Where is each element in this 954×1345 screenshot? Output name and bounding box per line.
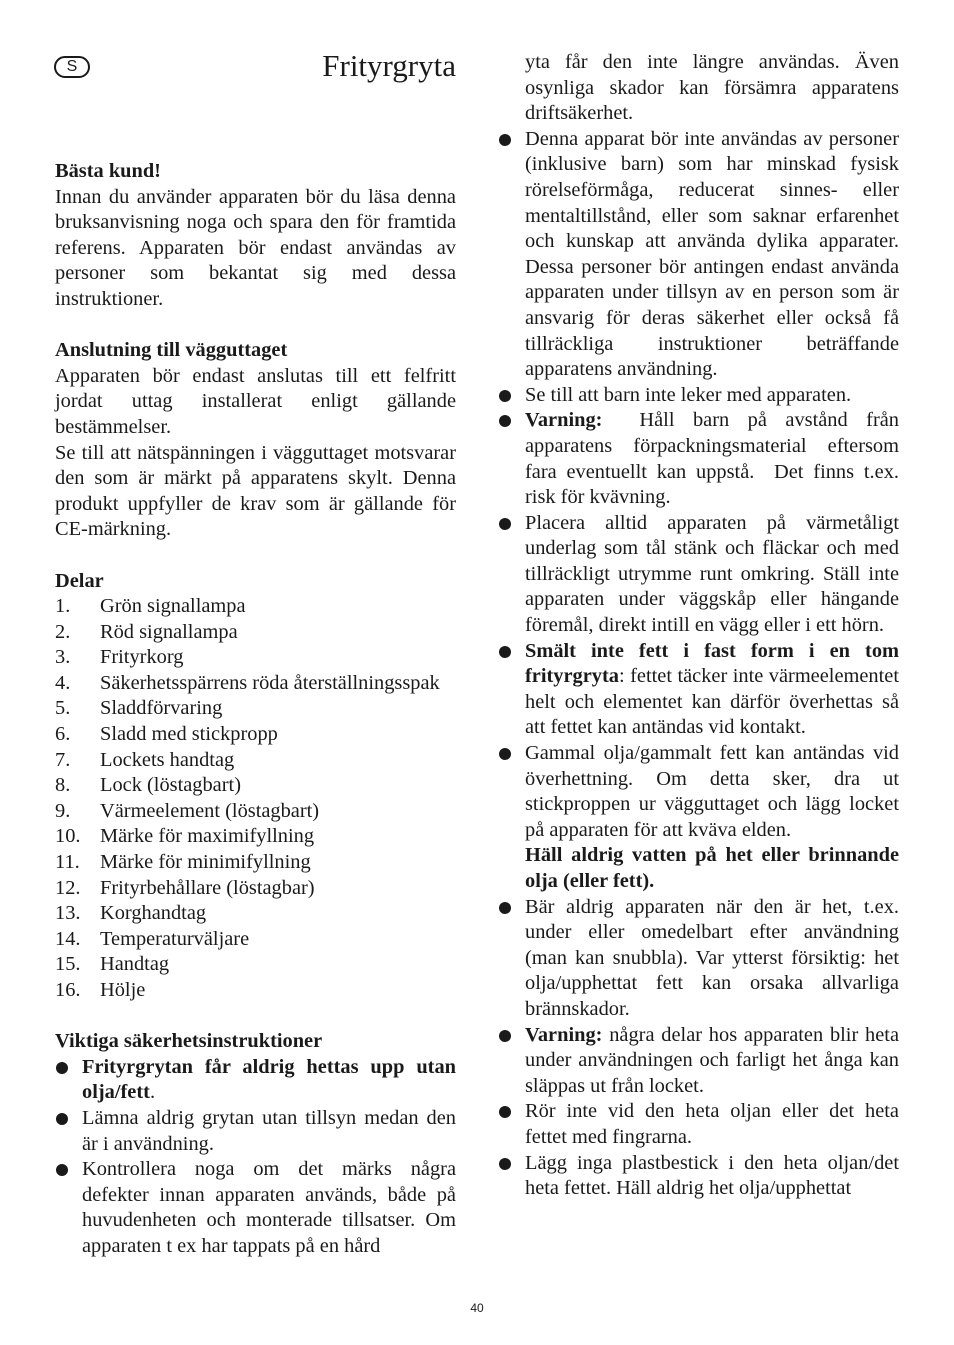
item-number: 2.	[55, 620, 71, 643]
item-label: Märke för minimifyllning	[100, 851, 311, 874]
list-item	[55, 901, 456, 927]
list-item	[498, 1023, 899, 1100]
list-item	[498, 383, 899, 409]
item-text: Denna apparat bör inte användas av personer (inklusive barn) som har minskad fysisk rörelseförmåga, reducerat sinnes- eller mentaltillstånd, eller som saknar erfarenhet och kunskap att använda dylika apparater. Dessa personer bör antingen endast använda apparaten under tillsyn av en person som är ansvarig för deras säkerhet eller också få tillräckliga instruktioner beträffande apparatens användning.	[525, 127, 899, 381]
item-label: Temperaturväljare	[100, 927, 250, 950]
right-column	[498, 50, 905, 1202]
item-number: 13.	[55, 902, 81, 925]
page-title: Frityrgryta	[322, 48, 456, 83]
item-label: Säkerhetsspärrens röda återställningsspak	[100, 671, 440, 694]
item-number: 9.	[55, 799, 71, 822]
list-item	[55, 722, 456, 748]
item-number: 12.	[55, 876, 81, 899]
item-label: Röd signallampa	[100, 620, 238, 643]
item-number: 14.	[55, 927, 81, 950]
parts-list	[55, 594, 456, 1004]
list-item	[498, 1151, 899, 1202]
connection-text-2: Se till att nätspänningen i vägguttaget motsvarar den som är märkt på apparatens skylt. Denna produkt uppfyller de krav som är gällande för CE-märkning.	[55, 441, 456, 541]
item-label: Frityrbehållare (löstagbar)	[100, 876, 315, 899]
list-item	[498, 741, 899, 895]
list-item	[55, 824, 456, 850]
item-label: Sladd med stickpropp	[100, 723, 278, 746]
item-text: Gammal olja/gammalt fett kan antändas vid överhettning. Om detta sker, dra ut stickproppen ur vägguttaget och lägg locket på apparaten för att kväva elden.	[525, 742, 899, 841]
item-number: 10.	[55, 825, 81, 848]
item-number: 7.	[55, 748, 71, 771]
intro-text: Innan du använder apparaten bör du läsa denna bruksanvisning noga och spara den för framtida referens. Apparaten bör endast användas av personer som bekantat sig med dessa instruktioner.	[55, 185, 456, 310]
safety-list-right	[498, 50, 905, 1202]
item-text: Kontrollera noga om det märks några defekter innan apparaten används, både på huvudenheten och monterade tillsatser. Om apparaten t ex har tappats på en hård	[82, 1158, 456, 1257]
item-label: Grön signallampa	[100, 595, 246, 618]
item-label: Frityrkorg	[100, 646, 184, 669]
list-item	[55, 645, 456, 671]
item-text: .	[149, 1081, 156, 1104]
list-item	[55, 978, 456, 1004]
page-number: 40	[470, 1301, 484, 1315]
bold-text: Smält inte fett i fast form i en tom frityrgryta	[525, 639, 899, 688]
list-item	[55, 748, 456, 774]
item-number: 6.	[55, 723, 71, 746]
bold-text: Varning:	[525, 409, 603, 432]
item-text: : fettet täcker inte värmeelementet helt och elementet kan därför överhettas så att fettet kan antändas vid kontakt.	[525, 665, 899, 739]
item-text: Bär aldrig apparaten när den är het, t.ex. under eller omedelbart efter användning (man kan snubbla). Var ytterst försiktig: het olja/upphettat fett kan orsaka allvarliga brännskador.	[525, 895, 899, 1020]
parts-heading: Delar	[55, 569, 104, 592]
item-number: 3.	[55, 646, 71, 669]
list-item	[55, 952, 456, 978]
list-item	[55, 927, 456, 953]
list-item	[498, 1099, 899, 1150]
list-item	[55, 850, 456, 876]
language-badge: S	[54, 56, 90, 78]
item-text: yta får den inte längre användas. Även osynliga skador kan försämra apparatens driftsäkerhet.	[525, 51, 899, 125]
intro-heading: Bästa kund!	[55, 160, 161, 182]
item-text: Se till att barn inte leker med apparaten.	[525, 383, 852, 406]
item-number: 8.	[55, 774, 71, 797]
item-number: 1.	[55, 595, 71, 618]
list-item	[55, 594, 456, 620]
bold-text: Häll aldrig vatten på het eller brinnande olja (eller fett).	[525, 844, 899, 892]
safety-heading: Viktiga säkerhetsinstruktioner	[55, 1030, 323, 1053]
item-number: 15.	[55, 953, 81, 976]
list-item	[498, 639, 899, 741]
list-item	[498, 408, 905, 510]
item-label: Hölje	[100, 979, 146, 1001]
item-number: 4.	[55, 671, 71, 694]
list-item	[55, 1157, 456, 1259]
item-text: Lämna aldrig grytan utan tillsyn medan den är i användning.	[82, 1106, 456, 1155]
list-item	[55, 696, 456, 722]
item-number: 5.	[55, 697, 71, 720]
list-item	[498, 127, 899, 383]
item-label: Värmeelement (löstagbart)	[100, 799, 320, 822]
item-label: Korghandtag	[100, 902, 207, 925]
item-text: Placera alltid apparaten på värmetåligt underlag som tål stänk och fläckar och med tillräckligt utrymme runt omkring. Ställ inte apparaten under väggskåp eller hängande föremål, direkt intill en vägg eller i ett hörn.	[525, 511, 899, 637]
left-column	[55, 159, 456, 1260]
list-item	[55, 671, 456, 697]
item-label: Handtag	[100, 953, 170, 976]
connection-heading: Anslutning till vägguttaget	[55, 339, 288, 362]
item-number: 11.	[55, 851, 80, 874]
list-item	[55, 1055, 456, 1106]
item-text: Lägg inga plastbestick i den heta oljan/det heta fettet. Häll aldrig het olja/upphettat	[525, 1151, 899, 1200]
bold-text: Varning:	[525, 1023, 603, 1046]
list-item	[55, 620, 456, 646]
list-item	[55, 876, 456, 902]
item-text: Håll barn på avstånd från apparatens förpackningsmaterial eftersom fara eventuellt kan uppstå. Det finns t.ex. risk för kvävning.	[525, 409, 905, 509]
item-label: Lock (löstagbart)	[100, 774, 241, 797]
item-label: Sladdförvaring	[100, 697, 223, 720]
item-text: några delar hos apparaten blir heta under användningen och farligt het ånga kan släppas ut från locket.	[525, 1023, 899, 1097]
safety-list-left	[55, 1055, 456, 1260]
list-item	[55, 1106, 456, 1157]
list-item	[55, 799, 456, 825]
list-item-continued	[498, 50, 899, 127]
connection-text-1: Apparaten bör endast anslutas till ett felfritt jordat uttag installerat enligt gällande bestämmelser.	[55, 364, 456, 438]
list-item	[55, 773, 456, 799]
item-label: Märke för maximifyllning	[100, 825, 315, 848]
list-item	[498, 511, 899, 639]
bold-text: Frityrgrytan får aldrig hettas upp utan olja/fett	[82, 1055, 456, 1104]
item-label: Lockets handtag	[100, 748, 235, 771]
item-text: Rör inte vid den heta oljan eller det heta fettet med fingrarna.	[525, 1100, 899, 1148]
item-number: 16.	[55, 979, 81, 1001]
list-item	[498, 895, 899, 1023]
